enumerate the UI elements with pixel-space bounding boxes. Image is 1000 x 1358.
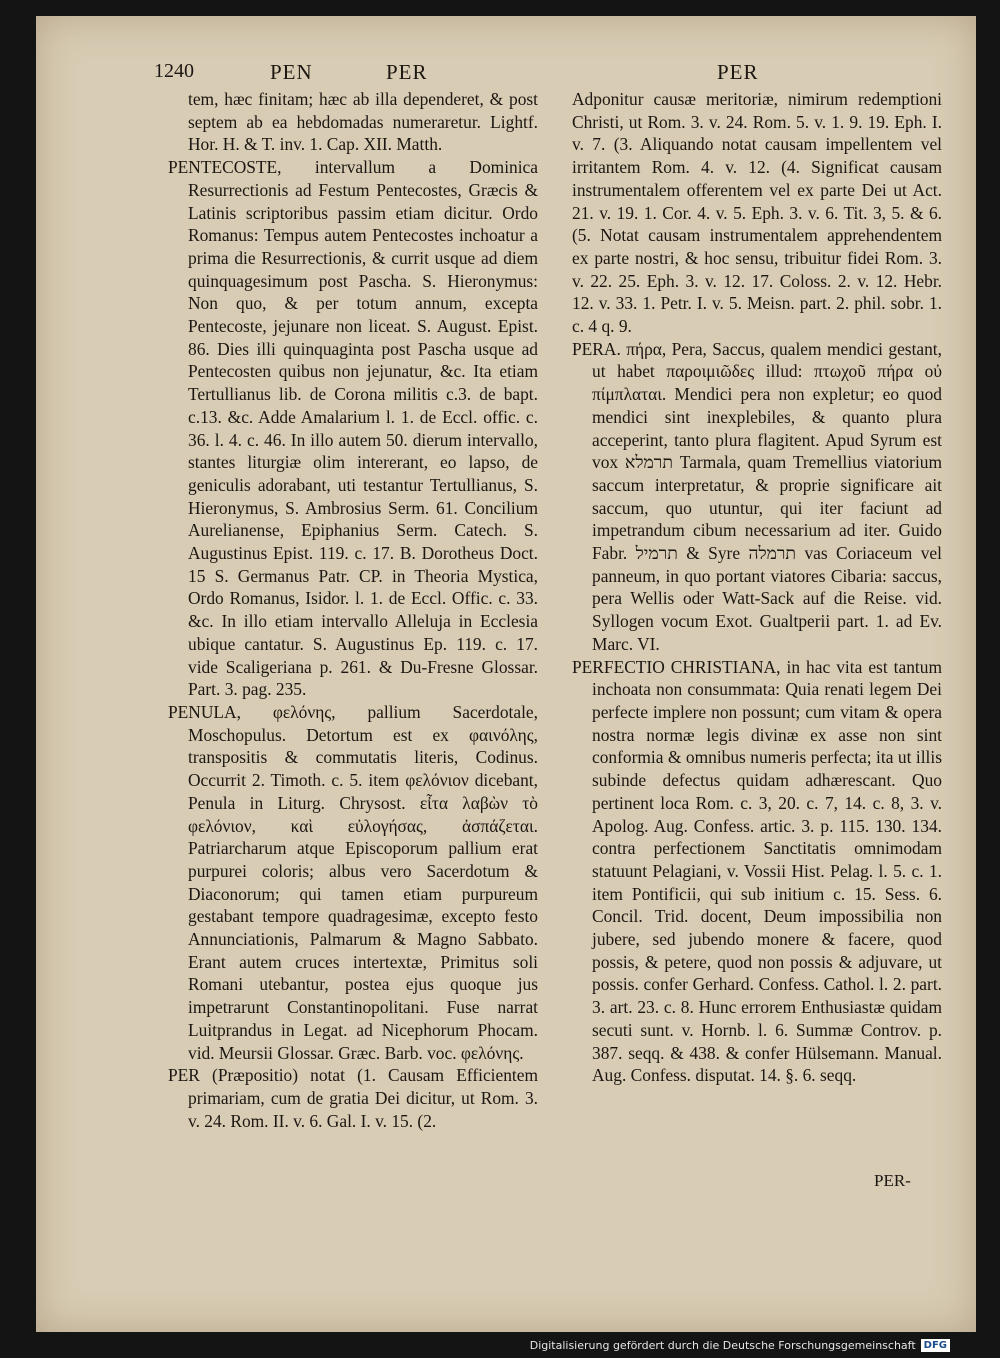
entry-continuation: Adponitur causæ meritoriæ, nimirum redemptioni Christi, ut Rom. 3. v. 24. Rom. 5. v. 1. 9. 19. Eph. I. v. 7. (3. Aliquando notat causam impellentem vel irritantem Rom. 4. v. 12. (4. Significat causam instrumentalem offerentem vel ex parte Dei ut Act. 21. v. 19. 1. Cor. 4. v. 5. Eph. 3. v. 6. Tit. 3, 5. & 6. (5. Notat causam instrumentalem apprehendentem ex parte nostri, & hoc sensu, tribuitur fidei Rom. 3. v. 22. 25. Eph. 3. v. 12. 17. Coloss. 2. v. 12. Hebr. 12. v. 33. 1. Petr. I. v. 5. Meisn. part. 2. phil. sobr. 1. c. 4 q. 9. [572, 89, 942, 337]
entry-pera: PERA. πήρα, Pera, Saccus, qualem mendici gestant, ut habet παροιμιῶδες illud: πτωχοῦ πήρα οὐ πίμπλαται. Mendici pera non expletur; eo quod mendici sint inexplebiles, & quanto plura acceperint, tanto plura flagitent. Apud Syrum est vox תרמלא Tarmala, quam Tremellius viatorium saccum interpretatur, & proprie significare ait saccum, quo utuntur, qui iter faciunt ad impetrandum cibum necessarium ad iter. Guido Fabr. תרמיל & Syre תרמלה vas Coriaceum vel panneum, in quo portant viatores Cibaria: saccus, pera Wellis oder Watt-Sack auf die Reise. vid. Syllogen vocum Exot. Gualtperii part. 1. ad Ev. Marc. VI. [572, 338, 942, 654]
entry-penula: PENULA, φελόνης, pallium Sacerdotale, Moschopulus. Detortum est ex φαινόλης, transpositis & commutatis literis, Codinus. Occurrit 2. Timoth. c. 5. item φελόνιον dicebant, Penula in Liturg. Chrysost. εἶτα λαβὼν τὸ φελόνιον, καὶ εὐλογήσας, ἀσπάζεται. Patriarcharum atque Episcoporum pallium erat purpurei coloris; albus vero Sacerdotum & Diaconorum; qui tamen etiam purpureum gestabant tempore quadragesimæ, excepto festo Annunciationis, Palmarum & Magno Sabbato. Erant autem cruces intertextæ, Primitus soli Romani utebantur, postea ejus quoque jus impetrarunt Constantinopolitani. Fuse narrat Luitprandus in Legat. ad Nicephorum Phocam. vid. Meursii Glossar. Græc. Barb. voc. φελόνης. [168, 701, 538, 1063]
digitization-footer [530, 1339, 950, 1352]
footer-text: Digitalisierung gefördert durch die Deutsche Forschungsgemeinschaft [529, 1339, 916, 1352]
entry-perfectio-christiana: PERFECTIO CHRISTIANA, in hac vita est tantum inchoata non consummata: Quia renati legem Dei perfecte implere non possunt; cum vitam & opera nostra normæ legis divinæ ex asse non sint conformia & omnibus numeris perfecta; ita ut illis subinde defectus quidam adhærescant. Quo pertinent loca Rom. c. 3, 20. c. 7, 14. c. 8, 3. v. Apolog. Aug. Confess. artic. 3. p. 115. 130. 134. contra perfectionem Sanctitatis omnimodam statuunt Pelagiani, v. Vossii Hist. Pelag. l. 5. c. 1. item Pontificii, qui sub initium c. 15. Sess. 6. Concil. Trid. docent, Deum impossibilia non jubere, sed jubendo monere & facere, quod possis, & petere, quod non possis & adjuvare, ut possis. confer Gerhard. Confess. Cathol. l. 2. part. 3. art. 23. c. 8. Hunc errorem Enthusiastæ quidam secuti sunt. v. Hornb. l. 6. Summæ Controv. p. 387. seqq. & 438. & confer Hülsemann. Manual. Aug. Confess. disputat. 14. §. 6. seqq. [572, 656, 942, 1086]
entry-continuation: tem, hæc finitam; hæc ab illa dependeret, & post septem ab ea hebdomadas numeraretur. Lightf. Hor. H. & T. inv. 1. Cap. XII. Matth. [188, 89, 538, 155]
running-header [36, 60, 976, 90]
headword-right: PER [717, 60, 759, 84]
headword-left-1: PEN [270, 60, 313, 84]
book-page [36, 16, 976, 1332]
right-column [572, 88, 942, 1087]
page-number: 1240 [154, 60, 194, 82]
dfg-logo-icon: DFG [921, 1339, 950, 1352]
headword-left-2: PER [386, 60, 428, 84]
entry-per: PER (Præpositio) notat (1. Causam Efficientem primariam, cum de gratia Dei dicitur, ut Rom. 3. v. 24. Rom. II. v. 6. Gal. I. v. 15. (2. [168, 1065, 538, 1131]
left-column [168, 88, 538, 1132]
catchword: PER- [874, 1171, 911, 1190]
entry-pentecoste: PENTECOSTE, intervallum a Dominica Resurrectionis ad Festum Pentecostes, Græcis & Latinis scriptoribus passim etiam dicitur. Ordo Romanus: Tempus autem Pentecostes inchoatur a prima die Resurrectionis, & currit usque ad diem quinquagesimum post Pascha. S. Hieronymus: Non quo, & per totum annum, excepta Pentecoste, jejunare non liceat. S. August. Epist. 86. Dies illi quinquaginta post Pascha usque ad Pentecosten quibus non jejunatur, &c. Ita etiam Tertullianus lib. de Corona militis c.3. de bapt. c.13. &c. Adde Amalarium l. 1. de Eccl. offic. c. 36. l. 4. c. 46. In illo autem 50. dierum intervallo, stantes liturgiæ olim intererant, eo lapso, de geniculis adorabant, uti testantur Tertullianus, S. Hieronymus, S. Ambrosius Serm. 61. Concilium Aurelianense, Epiphanius Serm. Catech. S. Augustinus Epist. 119. c. 17. B. Dorotheus Doct. 15 S. Germanus Patr. CP. in Theoria Mystica, Ordo Romanus, Isidor. l. 1. de Eccl. Offic. c. 33. &c. In illo etiam intervallo Alleluja in Ecclesia ubique cantatur. S. Augustinus Ep. 119. c. 17. vide Scaligeriana p. 261. & Du-Fresne Glossar. Part. 3. pag. 235. [168, 157, 538, 700]
